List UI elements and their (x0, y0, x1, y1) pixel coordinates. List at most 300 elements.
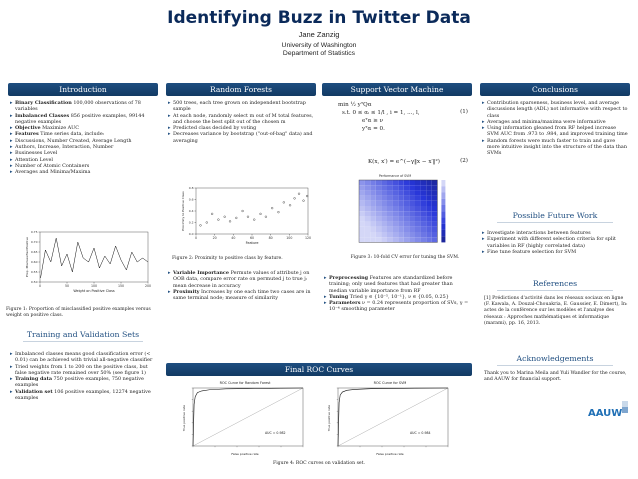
heatmap-legend-cell (441, 217, 445, 223)
random-forests-list-top (168, 100, 314, 144)
heatmap-cell (370, 196, 376, 201)
heatmap-cell (387, 216, 393, 221)
y-tick-label: 0.55 (30, 270, 38, 274)
heatmap-cell (381, 201, 387, 206)
heatmap-cell (404, 237, 410, 242)
heatmap-cell (365, 227, 371, 232)
aauw-logo-mark (588, 400, 630, 420)
item-text: ν = 0.24 represents proportion of SVs, γ = 10⁻⁴ smoothing parameter (329, 300, 469, 313)
item-text: Time series data, include: (38, 131, 105, 138)
heatmap-cell (404, 211, 410, 216)
item-text: 750 positive examples, 750 negative examples (15, 376, 144, 389)
heatmap-cell (432, 232, 438, 237)
heatmap-cell (415, 216, 421, 221)
figure-2-caption: Figure 2: Proximity to positive class by feature. (172, 256, 283, 261)
heatmap-cell (365, 222, 371, 227)
heatmap-cell (415, 196, 421, 201)
heatmap-cell (426, 211, 432, 216)
heatmap-cell (376, 185, 382, 190)
item-label: Parameters (329, 300, 361, 307)
heatmap-cell (409, 201, 415, 206)
heatmap-cell (370, 216, 376, 221)
heatmap-cell (387, 180, 393, 185)
heatmap-cell (381, 216, 387, 221)
data-point (211, 213, 213, 215)
x-tick-label: 200 (144, 284, 152, 288)
svm-eq1-line-a: min ½ yᵀQα (338, 102, 372, 108)
data-point (200, 224, 202, 226)
heatmap-cell (426, 232, 432, 237)
introduction-heading: Introduction (8, 83, 158, 96)
item-text: Averages and Minima/Maxima (15, 169, 91, 176)
roc-left-ylabel: True positive rate (182, 404, 186, 432)
heatmap-cell (381, 232, 387, 237)
x-tick-label: 150 (117, 284, 125, 288)
heatmap-cell (398, 232, 404, 237)
heatmap-cell (365, 185, 371, 190)
heatmap-cell (426, 196, 432, 201)
heatmap-legend-cell (441, 230, 445, 236)
item-label: Features (15, 131, 39, 138)
data-point (283, 201, 285, 203)
svm-equation-1 (330, 101, 468, 153)
training-list (10, 351, 156, 401)
list-item (324, 275, 470, 294)
heatmap-cell (404, 232, 410, 237)
x-tick-label: 100 (286, 236, 293, 240)
roc-left-title: ROC Curve for Random Forest (219, 381, 271, 385)
heatmap-cell (432, 206, 438, 211)
item-text: Features are standardized before training; only used features that had greater than median variable importance from RF (329, 275, 453, 294)
heatmap-cell (409, 185, 415, 190)
svm-eq1-number: (1) (460, 109, 468, 115)
item-text: Predicted class decided by voting (173, 125, 257, 132)
x-tick-label: 40 (231, 236, 236, 240)
heatmap-cell (415, 180, 421, 185)
data-point (242, 210, 244, 212)
heatmap-legend-cell (441, 180, 445, 186)
logo-square-2 (622, 407, 628, 413)
heatmap-cell (370, 201, 376, 206)
svm-eq1-line-b: s.t. 0 ≤ αᵢ ≤ 1/l , i = 1, ..., l, (342, 110, 420, 116)
roc-diagonal (193, 388, 303, 446)
conclusions-list (482, 100, 628, 157)
list-item (10, 169, 156, 175)
y-tick-label: 0.50 (30, 280, 38, 284)
roc-right-ylabel: True positive rate (327, 404, 331, 432)
item-text: Contribution sparseness, business level, and average discussions length (ADL) not informative with respect to class (487, 100, 628, 119)
list-item (10, 113, 156, 126)
svm-eq2-number: (2) (460, 158, 468, 164)
heatmap-cell (432, 227, 438, 232)
y-axis-label: Proximity to Positive Class (181, 191, 185, 231)
heatmap-cell (381, 190, 387, 195)
heatmap-cell (387, 206, 393, 211)
y-tick-label: 0.0 (188, 232, 194, 236)
heatmap-cell (421, 237, 427, 242)
roc-right-xlabel: False positive rate (376, 452, 404, 456)
heatmap-cell (370, 190, 376, 195)
roc-right-title: ROC Curve for SVM (373, 381, 407, 385)
item-text: Imbalanced classes means good classification error (< 0.01) can be achieved with trivial all-negative classifier (15, 351, 153, 364)
item-text: Number of Atomic Containers (15, 162, 90, 169)
list-item (168, 131, 314, 144)
list-item (482, 249, 628, 255)
acknowledgements-text: Thank you to Marina Meila and Yuli Wandler for the course, and AAUW for financial support. (484, 371, 627, 383)
heatmap-cell (387, 237, 393, 242)
heatmap-cell (365, 196, 371, 201)
y-tick-label: 0.60 (30, 260, 38, 264)
figure-1-caption: Figure 1: Proportion of misclassified positive examples versus weight on positive class. (6, 307, 151, 318)
heatmap-cell (404, 185, 410, 190)
references-heading: References (482, 279, 628, 291)
item-text: Using information gleaned from RF helped increase SVM AUC from .973 to .984, and improved training time (487, 125, 628, 138)
figure-3-caption: Figure 3: 10-fold CV error for tuning the SVM. (350, 255, 460, 260)
conclusions-heading: Conclusions (480, 83, 630, 96)
heatmap-cell (359, 190, 365, 195)
x-tick-label: 50 (64, 284, 70, 288)
heatmap-cell (432, 180, 438, 185)
heatmap-cell (421, 216, 427, 221)
heatmap-cell (398, 185, 404, 190)
heatmap-cell (415, 237, 421, 242)
heatmap-cell (415, 201, 421, 206)
svm-eq1-line-c: eᵀα ≥ ν (362, 118, 384, 124)
heatmap-cell (398, 180, 404, 185)
figure-2-chart (168, 182, 318, 252)
heatmap-cell (387, 222, 393, 227)
data-point (289, 204, 291, 206)
acknowledgements-heading: Acknowledgements (482, 354, 628, 366)
heatmap-cell (421, 232, 427, 237)
heatmap-cell (381, 206, 387, 211)
misclassified-weight-plot (6, 228, 158, 302)
heatmap-cell (376, 180, 382, 185)
plot-frame (196, 188, 308, 234)
item-label: Proximity (173, 288, 200, 295)
heatmap-cell (370, 180, 376, 185)
heatmap-cell (421, 196, 427, 201)
heatmap-cell (376, 237, 382, 242)
heatmap-cell (365, 216, 371, 221)
references-text: [1] Prédictions d'activité dans les réseaux sociaux en ligne (F. Kawala, A. Douzal-Chouakria, E. Gaussier, E. Dimert), In: actes de la conférence sur les modèles et l'analyse des réseaux : Approches mathématiques et informatique (marami), pp. 16, 2013. (484, 296, 628, 326)
heatmap-cell (387, 211, 393, 216)
item-text: Authors, Increase, Interaction, Number (15, 144, 114, 151)
series-line (41, 238, 148, 278)
heatmap-cell (393, 227, 399, 232)
list-item (482, 236, 628, 249)
data-point (294, 197, 296, 199)
heatmap-cell (365, 237, 371, 242)
heatmap-cell (409, 196, 415, 201)
heatmap-cell (409, 206, 415, 211)
data-point (247, 216, 249, 218)
heatmap-cell (393, 190, 399, 195)
heatmap-cell (370, 237, 376, 242)
y-axis-label: Prop. Misclassified Positive (25, 237, 29, 277)
heatmap-cell (404, 201, 410, 206)
list-item (10, 389, 156, 402)
data-point (235, 217, 237, 219)
data-point (306, 195, 308, 197)
heatmap-cell (398, 222, 404, 227)
heatmap-cell (365, 190, 371, 195)
heatmap-cell (426, 185, 432, 190)
poster-title: Identifying Buzz in Twitter Data (167, 8, 471, 28)
heatmap-cell (398, 211, 404, 216)
heatmap-cell (432, 211, 438, 216)
item-label: Validation set (15, 388, 53, 395)
heatmap-cell (359, 196, 365, 201)
roc-left-xlabel: False positive rate (231, 452, 259, 456)
heatmap-cell (365, 232, 371, 237)
heatmap-cell (409, 227, 415, 232)
heatmap-cell (370, 206, 376, 211)
heatmap-cell (359, 211, 365, 216)
heatmap-cell (421, 185, 427, 190)
heatmap-cell (426, 227, 432, 232)
plot-frame (40, 232, 148, 282)
item-label: Binary Classification (15, 100, 72, 106)
data-point (271, 207, 273, 209)
item-text: Fine tune feature selection for SVM (487, 248, 577, 255)
heatmap-cell (381, 237, 387, 242)
heatmap-cell (365, 206, 371, 211)
item-text: Maximize AUC (40, 125, 80, 132)
heatmap-cell (409, 211, 415, 216)
item-text: Averages and minima/maxima were informative (487, 118, 606, 125)
roc-left-auc: AUC = 0.982 (265, 431, 286, 435)
heatmap-cell (404, 227, 410, 232)
x-axis-label: Weight on Positive Class (73, 289, 115, 293)
heatmap-cell (421, 190, 427, 195)
heatmap-cell (387, 227, 393, 232)
heatmap-legend-cell (441, 224, 445, 230)
heatmap-cell (365, 180, 371, 185)
y-tick-label: 0.65 (30, 250, 38, 254)
heatmap-cell (359, 201, 365, 206)
svm-eq1-line-d: yᵀα = 0. (362, 126, 385, 132)
heatmap-cell (404, 190, 410, 195)
heatmap-cell (359, 185, 365, 190)
item-text: Increases by one each time two cases are in same terminal node; measure of similarity (173, 288, 311, 302)
heatmap-cell (359, 206, 365, 211)
heatmap-cell (370, 227, 376, 232)
heatmap-cell (376, 227, 382, 232)
heatmap-cell (393, 211, 399, 216)
heatmap-cell (387, 232, 393, 237)
heatmap-cell (359, 216, 365, 221)
heatmap-cell (398, 190, 404, 195)
heatmap-cell (393, 206, 399, 211)
proximity-feature-plot (168, 182, 318, 252)
figure-4-caption: Figure 4: ROC curves on validation set. (273, 461, 365, 466)
data-point (253, 219, 255, 221)
list-item (482, 125, 628, 138)
svm-heading: Support Vector Machine (322, 83, 472, 96)
heatmap-legend-cell (441, 192, 445, 198)
heatmap-cell (415, 211, 421, 216)
item-text: Experiment with different selection criteria for split variables in RF (highly correlated data) (487, 236, 616, 249)
y-tick-label: 0.2 (188, 220, 194, 225)
list-item (168, 270, 314, 289)
item-text: Tried γ ∈ {10⁻⁵, 10⁻¹}, ν ∈ {0.05, 0.25} (348, 293, 449, 300)
figure-3-heatmap (355, 172, 455, 248)
heatmap-cell (381, 185, 387, 190)
future-work-list (482, 230, 628, 255)
heatmap-cell (393, 237, 399, 242)
heatmap-cell (432, 185, 438, 190)
heatmap-cell (387, 185, 393, 190)
data-point (303, 200, 305, 202)
heatmap-cell (376, 232, 382, 237)
heatmap-cell (421, 227, 427, 232)
heatmap-cell (432, 216, 438, 221)
heatmap-cell (359, 180, 365, 185)
heatmap-cell (376, 201, 382, 206)
author-name: Jane Zanzig (298, 30, 340, 39)
y-tick-label: 0.75 (30, 230, 38, 234)
item-text: Decreases variance by bootstrap ("out-of-bag" data) and averaging (173, 131, 313, 144)
svm-list (324, 275, 470, 313)
x-tick-label: 120 (304, 236, 312, 240)
item-label: Variable Importance (173, 270, 230, 276)
heatmap-cell (376, 206, 382, 211)
heatmap-cell (381, 222, 387, 227)
introduction-list (10, 100, 156, 176)
y-tick-label: 0.8 (188, 186, 194, 190)
data-point (265, 216, 267, 218)
heatmap-cell (398, 237, 404, 242)
heatmap-legend-cell (441, 186, 445, 192)
data-point (229, 220, 231, 222)
aauw-logo-text: AAUW (588, 408, 623, 419)
heatmap-title: Performance of SVM (378, 174, 412, 178)
data-point (260, 213, 262, 215)
item-text: Tried weights from 1 to 200 on the positive class, but false negative rate remained over 50% (see figure 1) (15, 363, 148, 376)
list-item (482, 100, 628, 119)
list-item (168, 113, 314, 126)
heatmap-cell (426, 216, 432, 221)
heatmap-cell (381, 227, 387, 232)
heatmap-cell (398, 201, 404, 206)
heatmap-cell (359, 227, 365, 232)
list-item (10, 364, 156, 377)
heatmap-cell (432, 196, 438, 201)
heatmap-cell (426, 237, 432, 242)
heatmap-legend-cell (441, 199, 445, 205)
future-work-heading: Possible Future Work (482, 211, 628, 223)
svm-tuning-heatmap (355, 172, 455, 248)
data-point (298, 193, 300, 195)
heatmap-cell (370, 185, 376, 190)
random-forests-heading: Random Forests (166, 83, 316, 96)
heatmap-cell (393, 216, 399, 221)
heatmap-cell (376, 216, 382, 221)
logo-square-1 (622, 401, 628, 407)
heatmap-cell (387, 190, 393, 195)
item-text: 500 trees, each tree grown on independent bootstrap sample (173, 100, 306, 113)
x-tick-label: 20 (212, 236, 217, 240)
heatmap-cell (404, 216, 410, 221)
heatmap-cell (415, 222, 421, 227)
item-text: Random forests were much faster to train and gave more intuitive insight into the structure of the data than SVMs (487, 137, 627, 157)
item-text: Discussions, Number Created, Average Length (15, 137, 132, 144)
heatmap-cell (359, 237, 365, 242)
y-tick-label: 0.6 (188, 197, 194, 202)
item-text: Businesses Level (15, 150, 58, 157)
heatmap-cell (421, 222, 427, 227)
heatmap-cell (398, 196, 404, 201)
list-item (10, 100, 156, 113)
heatmap-cell (415, 206, 421, 211)
roc-diagonal (338, 388, 448, 446)
heatmap-cell (409, 222, 415, 227)
y-tick-label: 0.4 (188, 209, 194, 213)
heatmap-cell (359, 222, 365, 227)
item-text: Attention Level (15, 156, 53, 163)
heatmap-cell (365, 211, 371, 216)
affiliation-department: Department of Statistics (282, 50, 356, 57)
heatmap-cell (426, 190, 432, 195)
heatmap-cell (393, 185, 399, 190)
heatmap-cell (393, 180, 399, 185)
list-item (10, 351, 156, 364)
heatmap-cell (370, 211, 376, 216)
heatmap-cell (432, 237, 438, 242)
item-text: 856 positive examples, 99144 negative examples (15, 112, 145, 125)
heatmap-cell (421, 180, 427, 185)
x-tick-label: 60 (249, 236, 255, 240)
figure-4-roc (175, 378, 465, 458)
heatmap-cell (398, 206, 404, 211)
data-point (224, 216, 226, 218)
x-tick-label: 0 (38, 284, 42, 288)
heatmap-cell (409, 190, 415, 195)
svm-equation-2 (330, 158, 468, 168)
heatmap-cell (393, 201, 399, 206)
heatmap-cell (415, 227, 421, 232)
item-text: Permute values of attribute j on OOB data, compare error rate on permuted j to true j: mean decrease in accuracy (173, 270, 310, 289)
heatmap-cell (421, 211, 427, 216)
aauw-logo (588, 400, 630, 420)
roc-right-auc: AUC = 0.984 (410, 431, 431, 435)
data-point (218, 219, 220, 221)
heatmap-cell (370, 222, 376, 227)
item-text: 100,000 observations of 78 variables (15, 100, 141, 113)
heatmap-legend-cell (441, 236, 445, 242)
list-item (10, 376, 156, 389)
roc-heading: Final ROC Curves (166, 363, 472, 376)
x-tick-label: 0 (194, 236, 198, 240)
heatmap-cell (415, 185, 421, 190)
heatmap-cell (421, 206, 427, 211)
heatmap-cell (381, 180, 387, 185)
figure-1-chart (6, 228, 158, 302)
item-text: At each node, randomly select m out of M total features, and choose the best split out of the chosen m (173, 112, 314, 125)
heatmap-cell (426, 222, 432, 227)
list-item (324, 300, 470, 313)
x-axis-label: Feature (245, 241, 259, 245)
heatmap-cell (426, 180, 432, 185)
heatmap-cell (432, 201, 438, 206)
heatmap-legend-cell (441, 211, 445, 217)
svm-eq2-line: K(x, x′) = e^(−γ‖x − x′‖²) (368, 159, 440, 165)
data-point (278, 211, 280, 213)
item-label: Objective (15, 125, 41, 132)
list-item (482, 138, 628, 157)
item-text: 106 positive examples, 12274 negative examples (15, 388, 151, 402)
